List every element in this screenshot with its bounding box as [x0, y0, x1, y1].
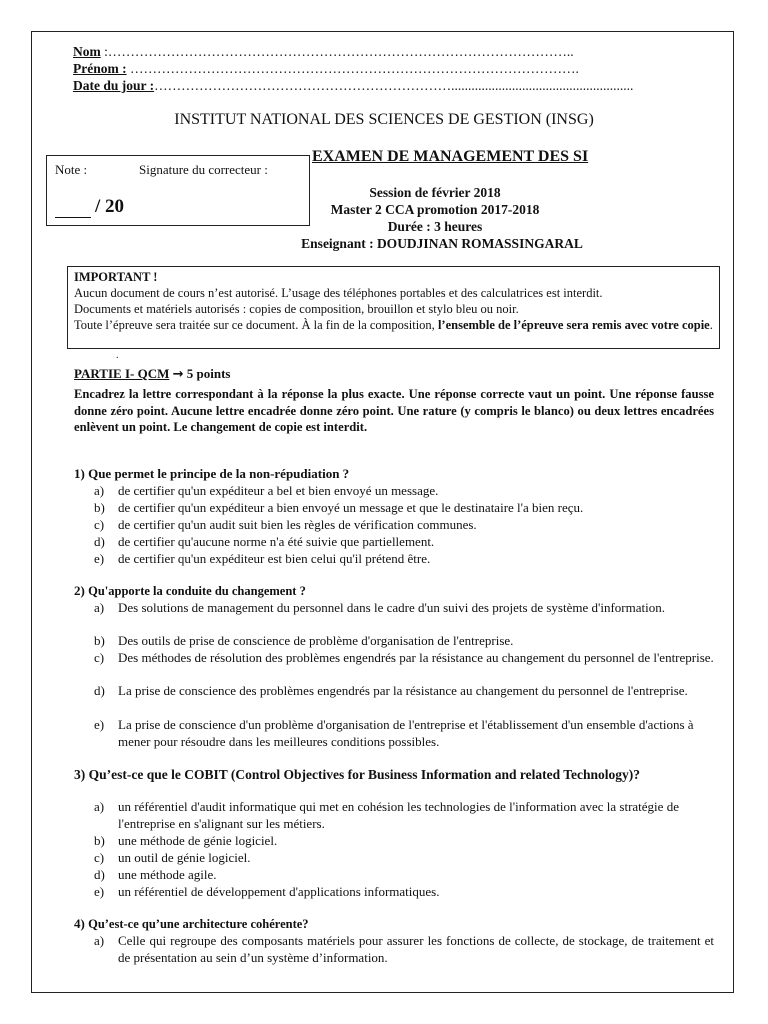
note-box [46, 155, 310, 226]
option-2a[interactable] [94, 600, 714, 617]
option-letter[interactable]: a) [94, 799, 105, 814]
stray-dot: . [116, 350, 119, 361]
important-line-3-start: Toute l’épreuve sera traitée sur ce document. À la fin de la composition, [74, 318, 438, 332]
date-label: Date du jour : [73, 78, 155, 93]
option-3e[interactable] [94, 884, 714, 901]
option-text: de certifier qu'aucune norme n'a été suivie que partiellement. [118, 534, 435, 549]
question-text: Qu'apporte la conduite du changement ? [88, 584, 306, 598]
option-text: Des méthodes de résolution des problèmes engendrés par la résistance au changement du personnel de l'entreprise. [118, 650, 714, 665]
option-letter[interactable]: e) [94, 551, 105, 566]
option-letter[interactable]: c) [94, 517, 105, 532]
important-heading: IMPORTANT ! [74, 270, 158, 284]
question-2 [74, 583, 714, 599]
option-3c[interactable] [94, 850, 714, 867]
date-dots: …………………………………………………………...................................................... [154, 78, 634, 93]
option-letter[interactable]: e) [94, 717, 105, 732]
exam-session: Session de février 2018 [369, 185, 501, 200]
nom-label: Nom [73, 44, 101, 59]
note-label: Note : [55, 162, 88, 177]
option-text: un outil de génie logiciel. [118, 850, 251, 865]
exam-master: Master 2 CCA promotion 2017-2018 [330, 202, 540, 217]
important-line-1: Aucun document de cours n’est autorisé. L’usage des téléphones portables et des calculatrices est interdit. [74, 286, 603, 300]
option-letter[interactable]: c) [94, 850, 105, 865]
signature-label: Signature du correcteur : [139, 162, 268, 177]
option-text: de certifier qu'un expéditeur a bel et bien envoyé un message. [118, 483, 439, 498]
option-text: une méthode agile. [118, 867, 217, 882]
option-text: Celle qui regroupe des composants matériels pour assurer les fonctions de collecte, de stockage, de traitement et de présentation au sein d’un système d’information. [118, 933, 714, 965]
option-text: La prise de conscience des problèmes engendrés par la résistance au changement du personnel de l'entreprise. [118, 683, 688, 698]
important-line-3-bold: l’ensemble de l’épreuve sera remis avec votre copie [437, 318, 710, 332]
important-line-2: Documents et matériels autorisés : copies de composition, brouillon et stylo bleu ou noir. [74, 302, 519, 316]
partie-heading [74, 366, 230, 382]
prenom-line[interactable] [73, 60, 579, 78]
prenom-label: Prénom : [73, 61, 127, 76]
option-1d[interactable] [94, 534, 714, 551]
option-letter[interactable]: a) [94, 483, 105, 498]
option-2c[interactable] [94, 650, 714, 667]
partie-label: PARTIE I- QCM [74, 366, 170, 381]
option-2e[interactable] [94, 717, 714, 750]
option-text: de certifier qu'un expéditeur a bien envoyé un message et que le destinataire l'a bien reçu. [118, 500, 584, 515]
important-line-3-end: . [709, 318, 713, 332]
question-number: 4) [74, 916, 85, 931]
option-text: une méthode de génie logiciel. [118, 833, 278, 848]
question-text: Qu’est-ce qu’une architecture cohérente? [88, 917, 309, 931]
important-box [67, 266, 720, 349]
option-letter[interactable]: d) [94, 683, 105, 698]
prenom-dots: ………………………………………………………………………………………. [126, 61, 579, 76]
option-1a[interactable] [94, 483, 714, 500]
question-number: 1) [74, 466, 85, 481]
option-letter[interactable]: b) [94, 633, 105, 648]
nom-dots: :………………………………………………………………………………………….. [100, 44, 574, 59]
score-total: / 20 [95, 196, 125, 217]
exam-enseignant: Enseignant : DOUDJINAN ROMASSINGARAL [301, 236, 583, 251]
option-1e[interactable] [94, 551, 714, 568]
score-field[interactable] [55, 196, 124, 218]
option-2b[interactable] [94, 633, 714, 650]
nom-line[interactable] [73, 43, 574, 61]
option-text: un référentiel d'audit informatique qui met en cohésion les technologies de l'information avec la stratégie de l'entreprise en s'alignant sur les métiers. [118, 799, 679, 831]
institut-title: INSTITUT NATIONAL DES SCIENCES DE GESTION (INSG) [174, 111, 594, 128]
question-4 [74, 916, 714, 932]
option-1c[interactable] [94, 517, 714, 534]
question-text: Que permet le principe de la non-répudiation ? [88, 466, 350, 481]
option-letter[interactable]: c) [94, 650, 105, 665]
option-letter[interactable]: e) [94, 884, 105, 899]
arrow-icon: → [172, 367, 184, 382]
option-text: de certifier qu'un audit suit bien les règles de vérification communes. [118, 517, 477, 532]
option-text: Des outils de prise de conscience de problème d'organisation de l'entreprise. [118, 633, 514, 648]
exam-duree: Durée : 3 heures [387, 219, 483, 234]
option-letter[interactable]: b) [94, 833, 105, 848]
date-line[interactable] [73, 77, 633, 95]
question-3 [74, 766, 714, 783]
option-letter[interactable]: a) [94, 933, 105, 948]
score-blank[interactable] [55, 199, 91, 218]
instructions: Encadrez la lettre correspondant à la réponse la plus exacte. Une réponse correcte vaut un point. Une réponse fausse donne zéro point. Aucune lettre encadrée donne zéro point. Une rature (y compris le blanco) ou deux lettres encadrées enlèvent un point. Le changement de copie est interdit. [74, 387, 714, 434]
option-3b[interactable] [94, 833, 714, 850]
option-letter[interactable]: d) [94, 867, 105, 882]
option-3a[interactable] [94, 799, 714, 832]
option-letter[interactable]: d) [94, 534, 105, 549]
option-letter[interactable]: b) [94, 500, 105, 515]
option-text: un référentiel de développement d'applications informatiques. [118, 884, 440, 899]
option-letter[interactable]: a) [94, 600, 105, 615]
option-4a[interactable] [94, 933, 714, 966]
option-2d[interactable] [94, 683, 714, 700]
option-text: de certifier qu'un expéditeur est bien celui qu'il prétend être. [118, 551, 431, 566]
option-text: Des solutions de management du personnel dans le cadre d'un suivi des projets de système d'information. [118, 600, 665, 615]
important-line-3 [74, 317, 713, 333]
question-number: 3) [74, 767, 86, 782]
option-1b[interactable] [94, 500, 714, 517]
question-text: Qu’est-ce que le COBIT (Control Objectives for Business Information and related Technology)? [88, 767, 641, 782]
question-1 [74, 466, 714, 482]
partie-points: 5 points [183, 366, 231, 381]
option-text: La prise de conscience d'un problème d'organisation de l'entreprise et l'établissement d'un ensemble d'actions à mener pour résoudre dans les meilleures conditions possibles. [118, 717, 694, 749]
question-number: 2) [74, 583, 85, 598]
exam-title: EXAMEN DE MANAGEMENT DES SI [312, 148, 589, 165]
option-3d[interactable] [94, 867, 714, 884]
